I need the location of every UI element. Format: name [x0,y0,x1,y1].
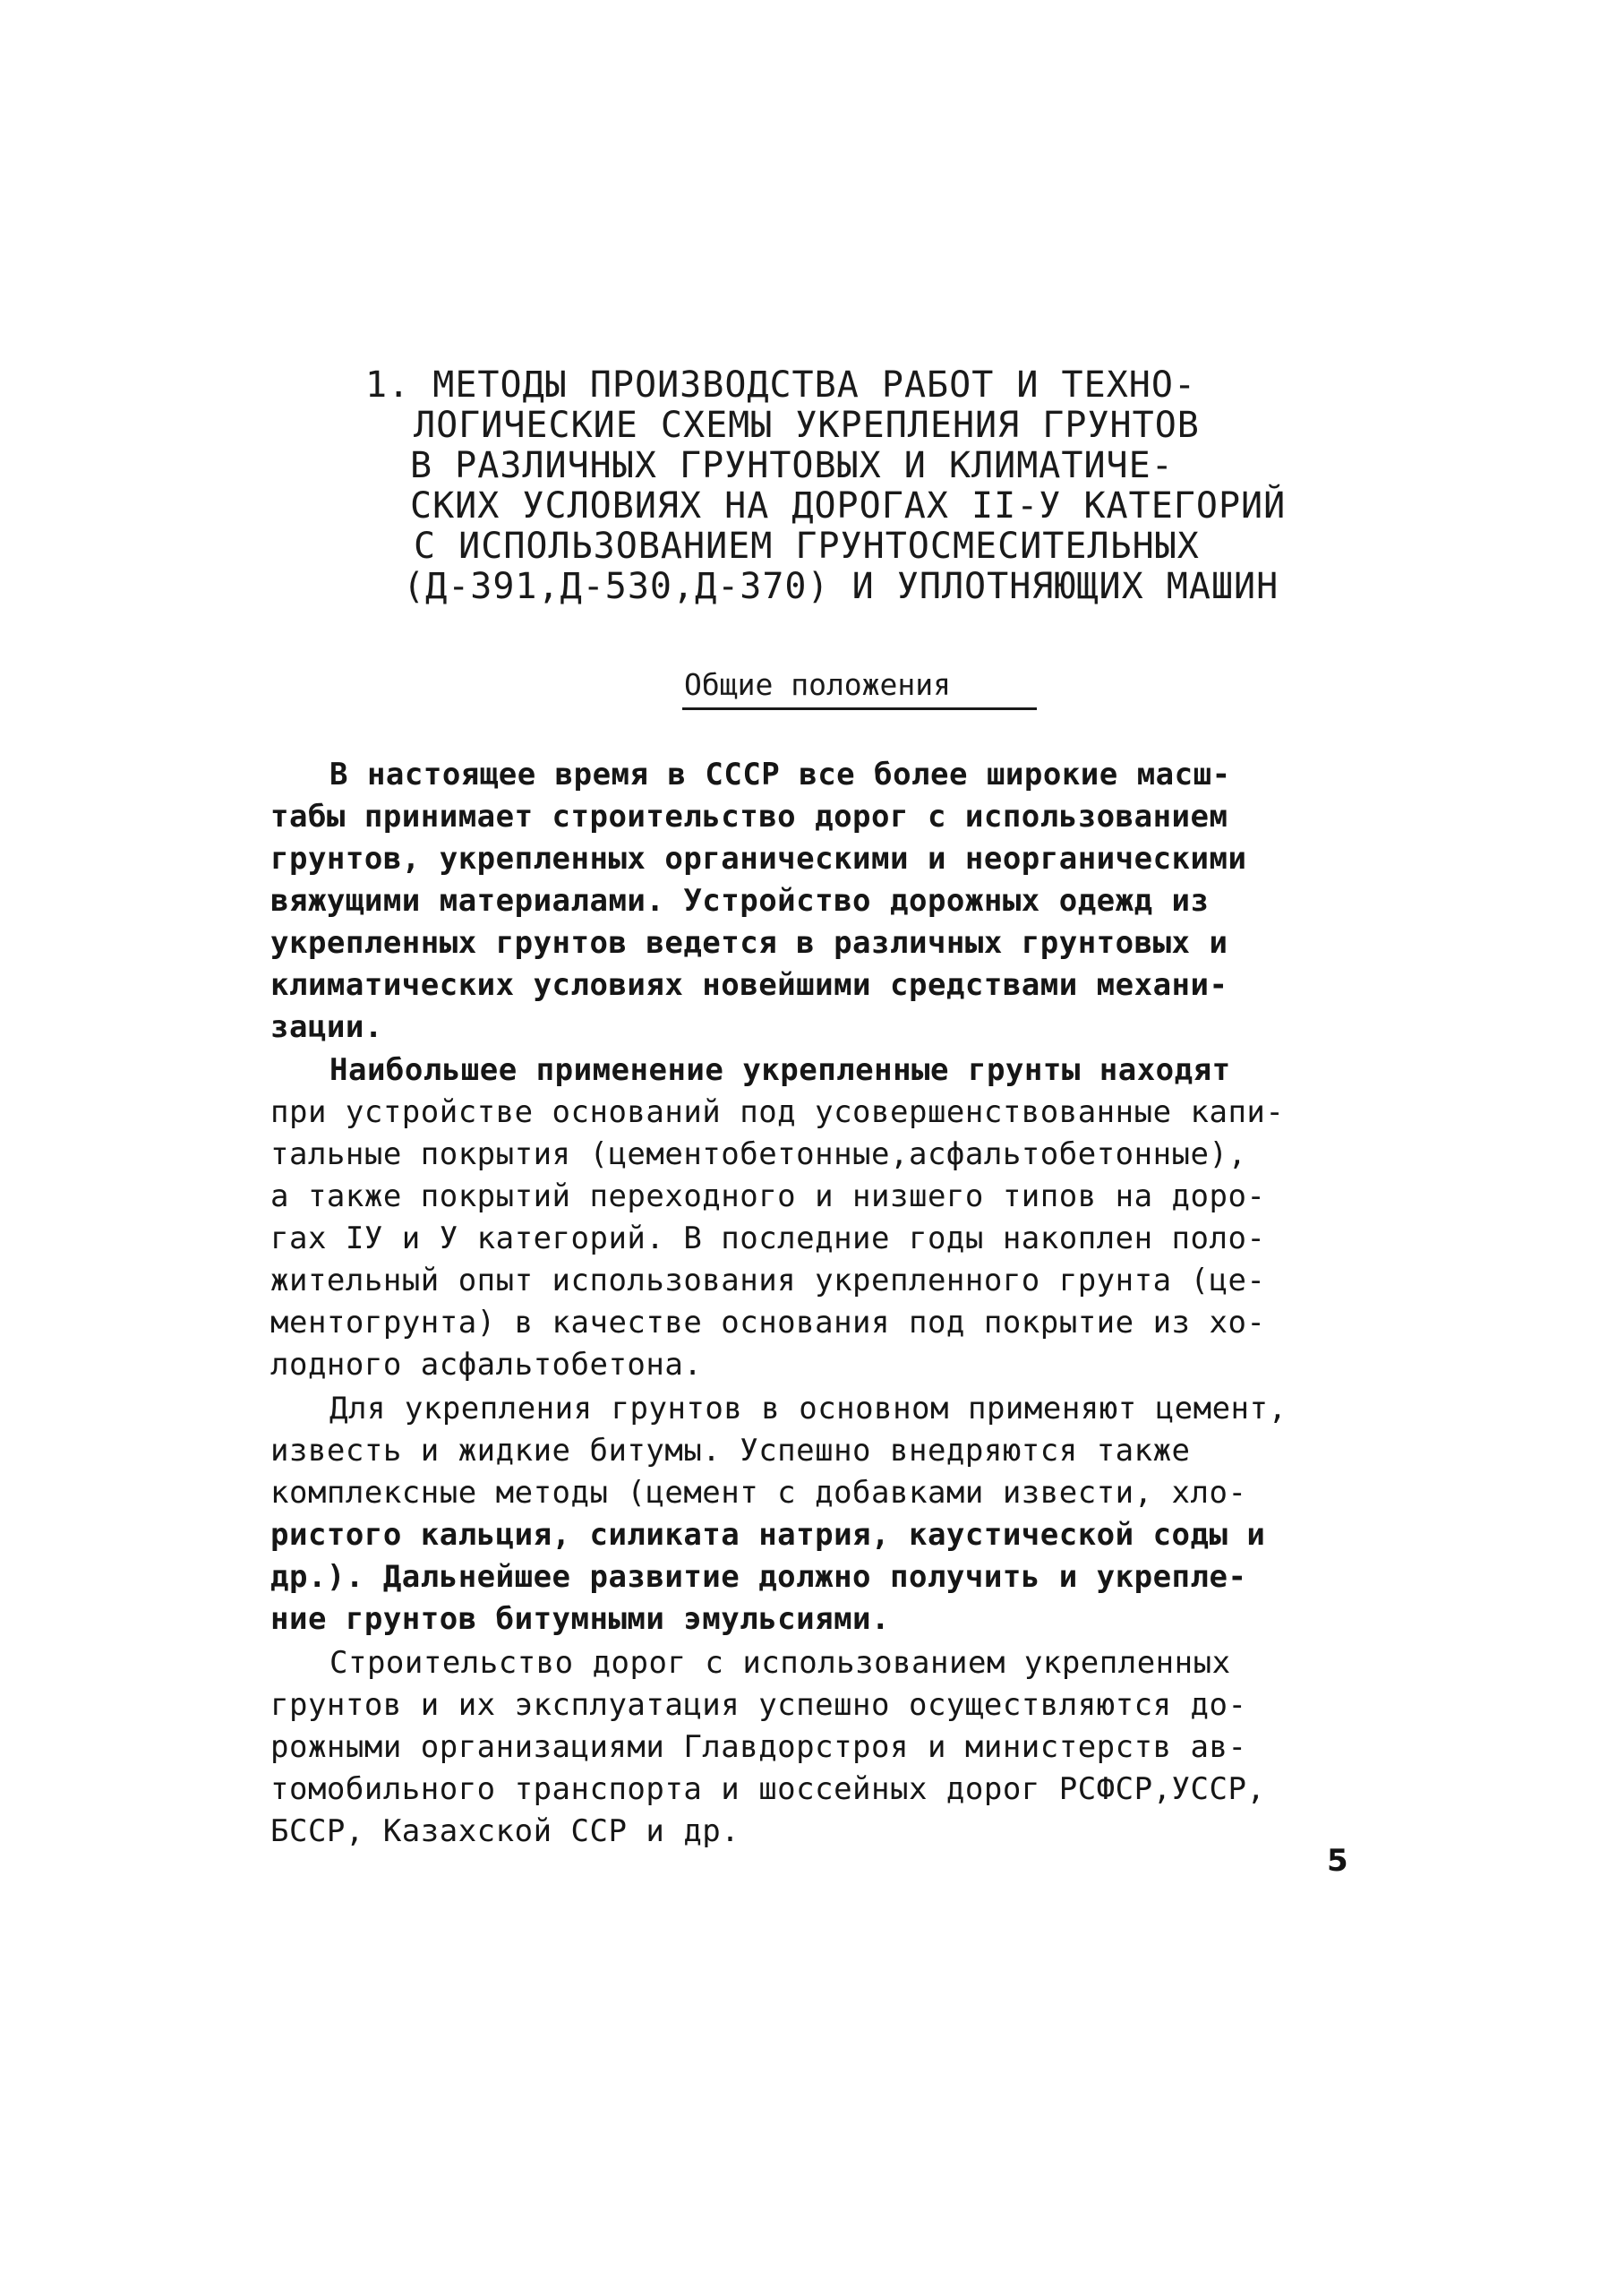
body-line: гах IУ и У категорий. В последние годы накоплен поло- [270,1221,1266,1256]
body-line: Наибольшее применение укрепленные грунты находят [329,1052,1231,1088]
body-line: а также покрытий переходного и низшего типов на доро- [270,1178,1266,1214]
body-line: комплексные методы (цемент с добавками извести, хло- [270,1475,1247,1511]
body-line: Строительство дорог с использованием укрепленных [329,1645,1231,1681]
heading-line: 1. МЕТОДЫ ПРОИЗВОДСТВА РАБОТ И ТЕХНО- [365,364,1197,406]
body-line: томобильного транспорта и шоссейных дорог РСФСР,УССР, [270,1771,1266,1807]
body-line: тальные покрытия (цементобетонные,асфальтобетонные), [270,1136,1247,1172]
heading-line: ЛОГИЧЕСКИЕ СХЕМЫ УКРЕПЛЕНИЯ ГРУНТОВ [414,405,1200,446]
body-line: табы принимает строительство дорог с использованием [270,799,1228,835]
body-line: В настоящее время в СССР все более широкие масш- [329,757,1231,792]
heading-line: СКИХ УСЛОВИЯХ НА ДОРОГАХ II-У КАТЕГОРИЙ [410,485,1287,527]
body-line: укрепленных грунтов ведется в различных грунтовых и [270,925,1228,961]
heading-line: (Д-391,Д-530,Д-370) И УПЛОТНЯЮЩИХ МАШИН [403,566,1279,607]
body-line: ние грунтов битумными эмульсиями. [270,1601,891,1637]
body-line: ментогрунта) в качестве основания под покрытие из хо- [270,1305,1266,1341]
body-line: зации. [270,1009,383,1045]
body-line: грунтов, укрепленных органическими и неорганическими [270,841,1247,877]
body-line: ристого кальция, силиката натрия, каустической соды и [270,1517,1266,1553]
body-line: при устройстве оснований под усовершенствованные капи- [270,1094,1285,1130]
heading-line: С ИСПОЛЬЗОВАНИЕМ ГРУНТОСМЕСИТЕЛЬНЫХ [414,526,1200,567]
body-line: климатических условиях новейшими средствами механи- [270,967,1228,1003]
body-line: вяжущими материалами. Устройство дорожных одежд из [270,883,1210,919]
body-line: жительный опыт использования укрепленного грунта (це- [270,1263,1266,1298]
body-line: Для укрепления грунтов в основном применяют цемент, [329,1391,1288,1426]
subsection-title: Общие положения [684,667,952,702]
body-line: др.). Дальнейшее развитие должно получить и укрепле- [270,1559,1247,1595]
body-line: БССР, Казахской ССР и др. [270,1813,740,1849]
body-line: рожными организациями Главдорстроя и министерств ав- [270,1729,1247,1765]
body-line: известь и жидкие битумы. Успешно внедряются также [270,1433,1191,1469]
body-line: грунтов и их эксплуатация успешно осуществляются до- [270,1687,1247,1723]
heading-line: В РАЗЛИЧНЫХ ГРУНТОВЫХ И КЛИМАТИЧЕ- [410,445,1174,486]
body-line: лодного асфальтобетона. [270,1347,703,1383]
page-number: 5 [1327,1843,1348,1879]
subsection-title-underline [682,707,1037,710]
